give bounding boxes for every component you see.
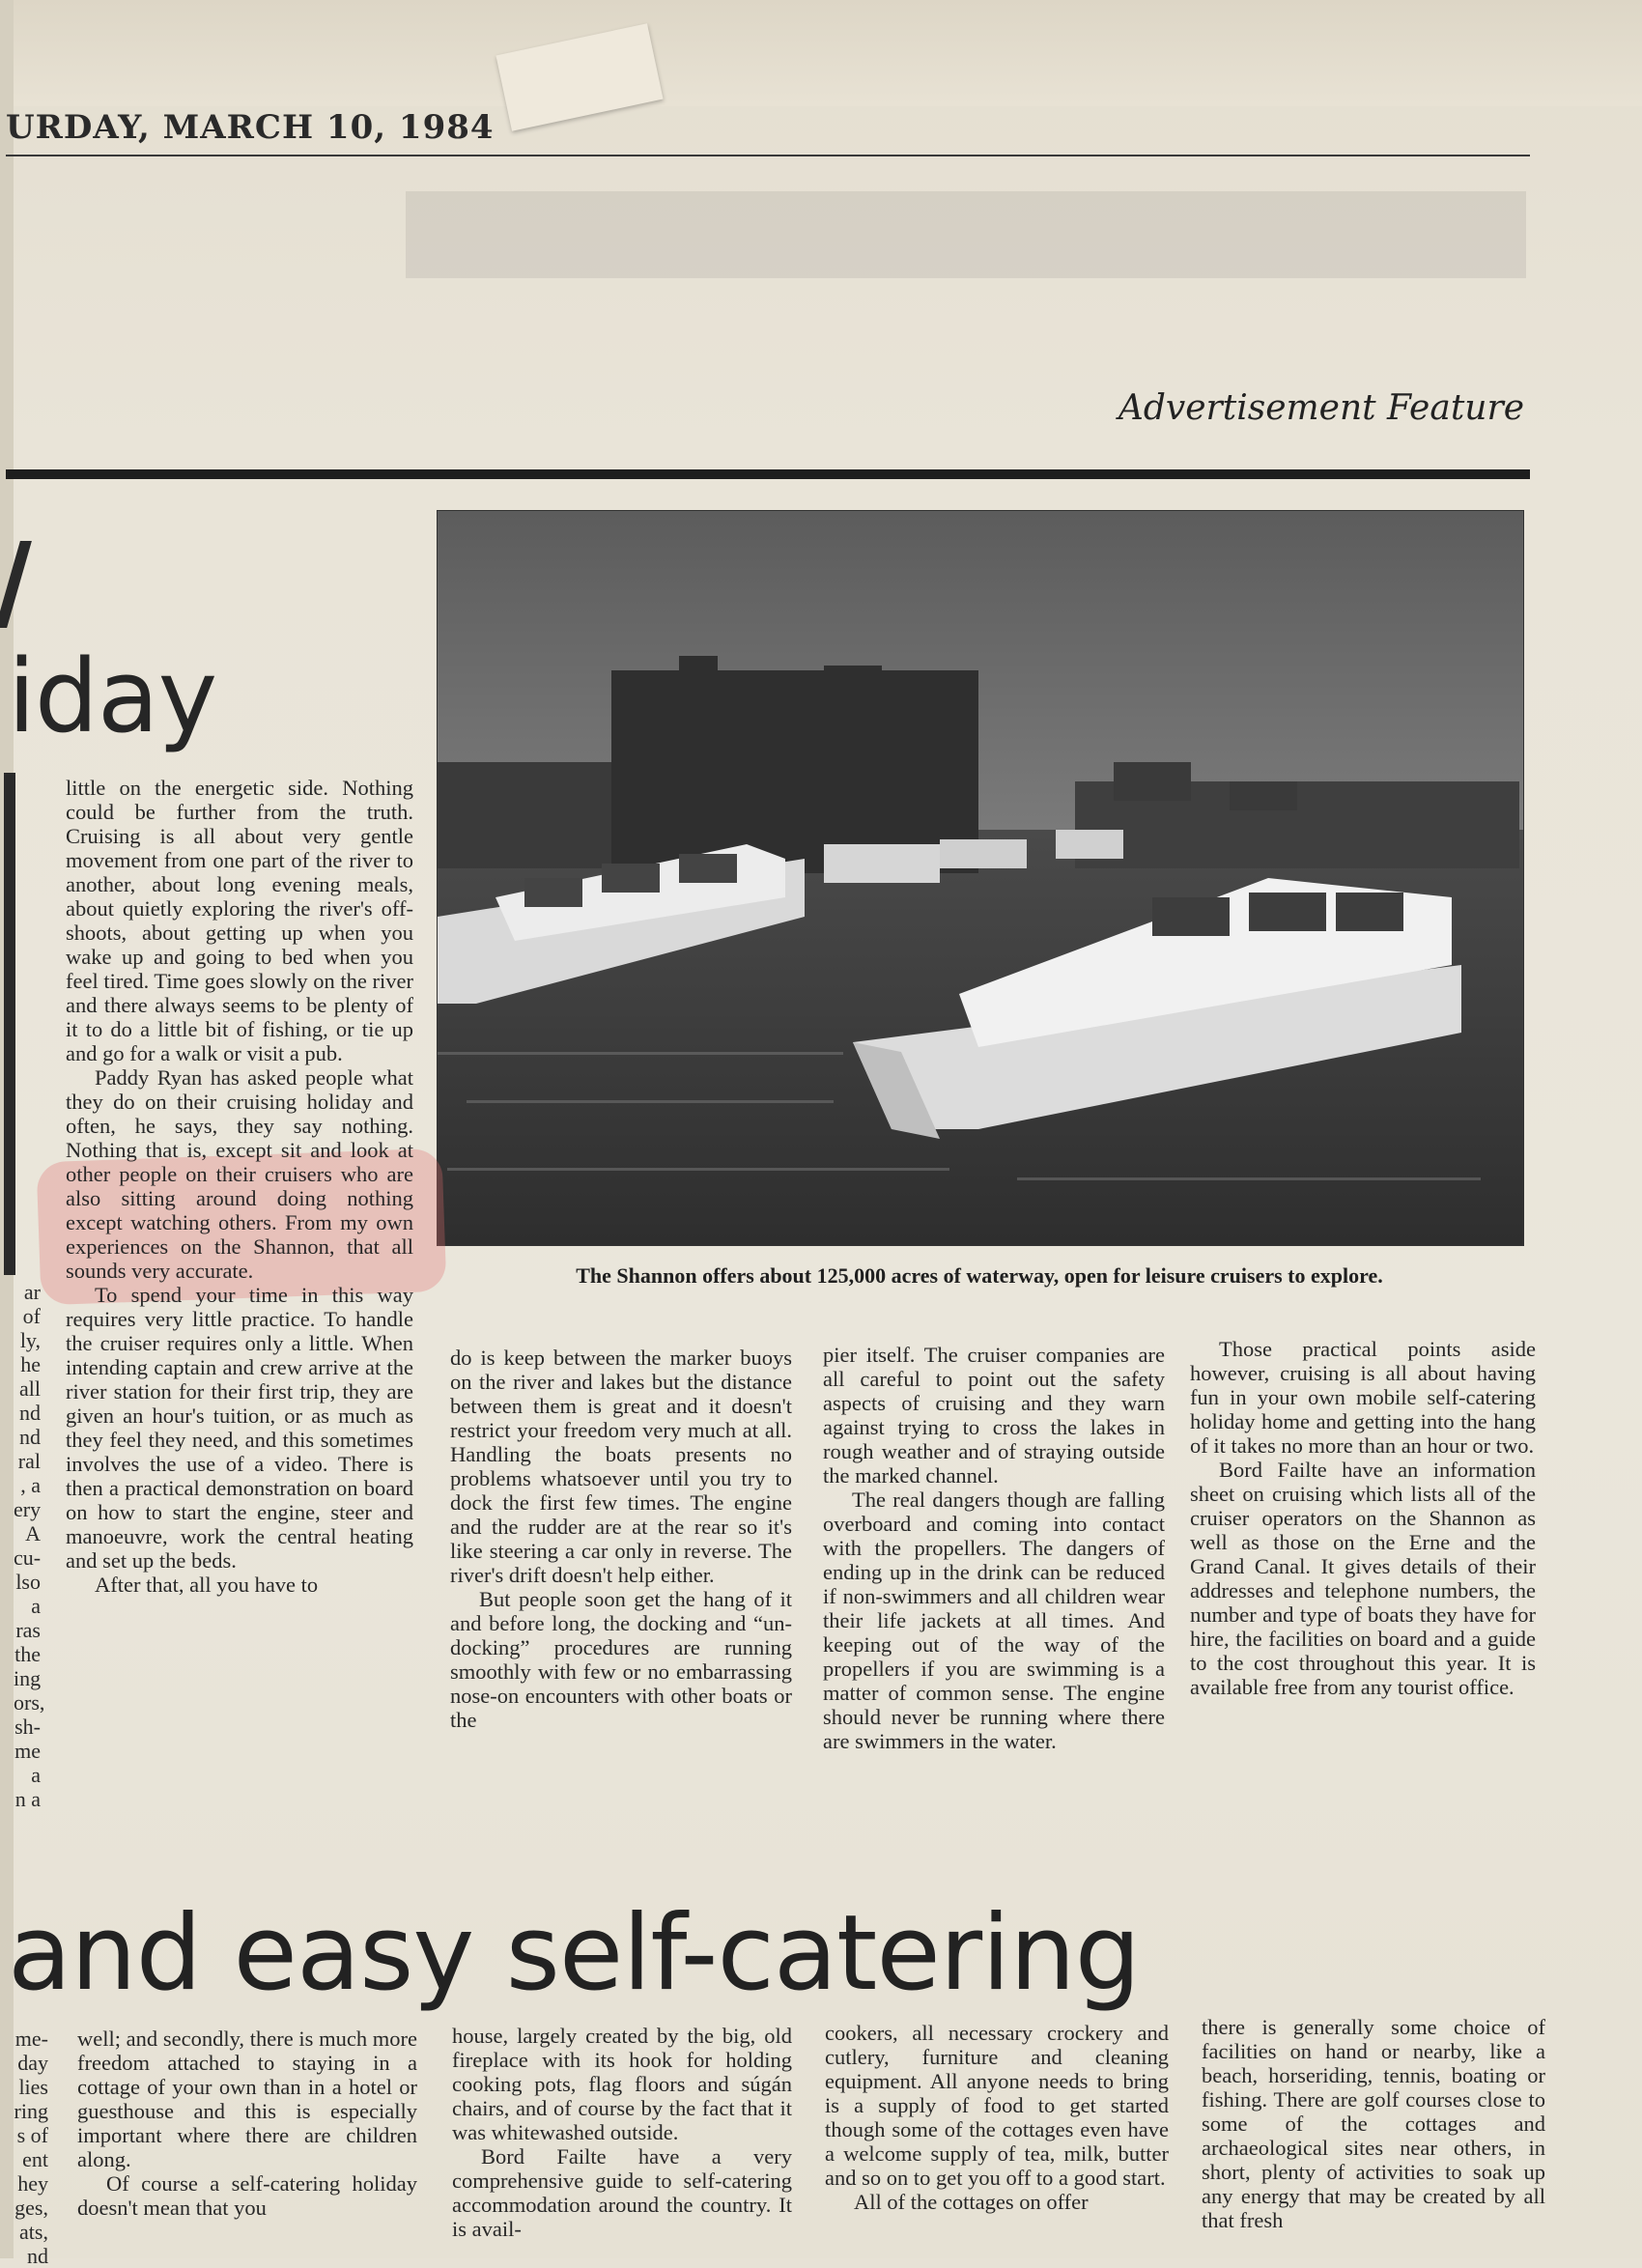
fragment-line: ral — [17, 1449, 41, 1473]
fragment-line: the — [14, 1642, 41, 1666]
left-column-fragments — [14, 1280, 45, 1811]
bottom-column-1 — [77, 2027, 417, 2220]
fragment-line: ges, — [14, 2196, 48, 2220]
fragment-line: ats, — [19, 2220, 48, 2244]
fragment-line: a — [31, 1594, 41, 1618]
bottom-column-2 — [452, 2024, 792, 2241]
fragment-line: all — [19, 1376, 41, 1401]
paragraph: cookers, all necessary crockery and cutlery, furniture and cleaning equipment. All anyone needs to bring is a supply of food to get started though some of the cottages even have a welcome supply of tea, milk, butter and so on to get you off to a good start. — [825, 2021, 1169, 2190]
fragment-line: cu- — [14, 1545, 42, 1570]
paragraph: The real dangers though are falling overboard and coming into contact with the propellers. The dangers of ending up in the drink can be reduced if non-swimmers and all children wear their life jackets at all times. And keeping out of the way of the propellers if you are swimming is a matter of common sense. The engine should never be running where there are swimmers in the water. — [823, 1488, 1165, 1753]
article-column-1 — [66, 776, 413, 1597]
article-column-3 — [823, 1343, 1165, 1753]
section-label: Advertisement Feature — [1118, 388, 1524, 428]
fragment-line: lies — [18, 2075, 48, 2099]
photo-caption: The Shannon offers about 125,000 acres of waterway, open for leisure cruisers to explore. — [576, 1263, 1383, 1288]
article-column-2 — [450, 1346, 792, 1732]
fragment-line: ras — [15, 1618, 41, 1642]
bleed-through-band — [406, 191, 1526, 278]
bottom-left-fragments — [14, 2027, 48, 2268]
fragment-line: s of — [16, 2123, 48, 2147]
fragment-line: lso — [15, 1570, 41, 1594]
paragraph: All of the cottages on offer — [854, 2190, 1089, 2214]
fragment-line: ring — [14, 2099, 48, 2123]
paragraph: But people soon get the hang of it and before long, the docking and “un-docking” procedures are running smoothly with few or no embarrassing nose-on encounters with other boats or the — [450, 1587, 792, 1732]
fragment-line: ar — [23, 1280, 41, 1304]
bottom-column-4 — [1202, 2015, 1545, 2232]
fragment-line: me- — [14, 2027, 48, 2051]
paragraph: Of course a self-catering holiday doesn't mean that you — [77, 2171, 417, 2220]
fragment-line: nd — [19, 1401, 41, 1425]
column-rule — [4, 773, 15, 1275]
bottom-column-3 — [825, 2021, 1169, 2214]
paragraph: Those practical points aside however, cruising is all about having fun in your own mobile self-catering holiday home and getting into the hang of it takes no more than an hour or two. — [1190, 1337, 1536, 1458]
fragment-line: sh- — [14, 1715, 41, 1739]
section-rule — [6, 469, 1530, 479]
headline-bottom: and easy self-catering — [8, 1893, 1141, 2014]
paragraph: do is keep between the marker buoys on the river and lakes but the distance between them is great and it doesn't restrict your freedom very much at all. Handling the boats presents no problems whatsoever until you try to dock the first few times. The engine and the rudder are at the rear so it's like steering a car only in reverse. The river's drift doesn't help either. — [450, 1346, 792, 1587]
paragraph: little on the energetic side. Nothing could be further from the truth. Cruising is all about very gentle movement from one part of the river to another, about long evening meals, about quietly exploring the river's off-shoots, about getting up when you wake up and going to bed when you feel tired. Time goes slowly on the river and there always seems to be plenty of it to do a little bit of fishing, or tie up and go for a walk or visit a pub. — [66, 776, 413, 1065]
paragraph: To spend your time in this way requires very little practice. To handle the cruiser requires only a little. When intending captain and crew arrive at the river station for their first trip, they are given an hour's tuition, or as much as they feel they need, and this sometimes involves the use of a video. There is then a practical demonstration on board on how to start the engine, steer and manoeuvre, work the central heating and set up the beds. — [66, 1283, 413, 1573]
headline-top: iday — [8, 638, 217, 755]
fragment-line: ors, — [14, 1690, 45, 1715]
paragraph: After that, all you have to — [95, 1573, 319, 1597]
paragraph: there is generally some choice of facilities on hand or nearby, like a beach, horseriding, tennis, boating or fishing. There are golf courses close to some of the cottages and archaeological sites near others, in short, plenty of activities to soak up any energy that may be created by all that fresh — [1202, 2015, 1545, 2232]
paragraph: Paddy Ryan has asked people what they do on their cruising holiday and often, he says, they say nothing. Nothing that is, except sit and look at other people on their cruisers who are also sitting around doing nothing except watching others. From my own experiences on the Shannon, that all sounds very accurate. — [66, 1065, 413, 1283]
fragment-line: A — [25, 1521, 41, 1545]
torn-top-edge — [0, 0, 1642, 106]
fragment-line: n a — [14, 1787, 41, 1811]
boats-photo-illustration — [438, 511, 1523, 1245]
fragment-line: me — [14, 1739, 41, 1763]
paragraph: well; and secondly, there is much more freedom attached to staying in a cottage of your own than in a hotel or guesthouse and this is especially important where there are children along. — [77, 2027, 417, 2171]
header-rule — [6, 155, 1530, 156]
dateline: URDAY, MARCH 10, 1984 — [6, 108, 495, 147]
fragment-line: ent — [22, 2147, 48, 2171]
fragment-line: of — [22, 1304, 41, 1328]
fragment-line: nd — [27, 2244, 48, 2268]
fragment-line: ing — [14, 1666, 42, 1690]
fragment-line: ly, — [19, 1328, 41, 1352]
fragment-line: ery — [14, 1497, 42, 1521]
article-column-4 — [1190, 1337, 1536, 1699]
fragment-line: he — [20, 1352, 41, 1376]
paragraph: house, largely created by the big, old fireplace with its hook for holding cooking pots, flag floors and súgán chairs, and of course by the fact that it was whitewashed outside. — [452, 2024, 792, 2144]
harbour-photo — [437, 510, 1524, 1246]
fragment-line: nd — [19, 1425, 41, 1449]
paragraph: Bord Failte have a very comprehensive guide to self-catering accommodation around the country. It is avail- — [452, 2144, 792, 2241]
fragment-line: , a — [20, 1473, 41, 1497]
fragment-line: day — [17, 2051, 48, 2075]
paragraph: pier itself. The cruiser companies are all careful to point out the safety aspects of cruising and they warn against trying to cross the lakes in rough weather and of straying outside the marked channel. — [823, 1343, 1165, 1488]
fragment-line: a — [31, 1763, 41, 1787]
fragment-line: hey — [17, 2171, 48, 2196]
paragraph: Bord Failte have an information sheet on cruising which lists all of the cruiser operators on the Shannon as well as those on the Erne and the Grand Canal. It gives details of their addresses and telephone numbers, the number and type of boats they have for hire, the facilities on board and a guide to the cost throughout this year. It is available free from any tourist office. — [1190, 1458, 1536, 1699]
